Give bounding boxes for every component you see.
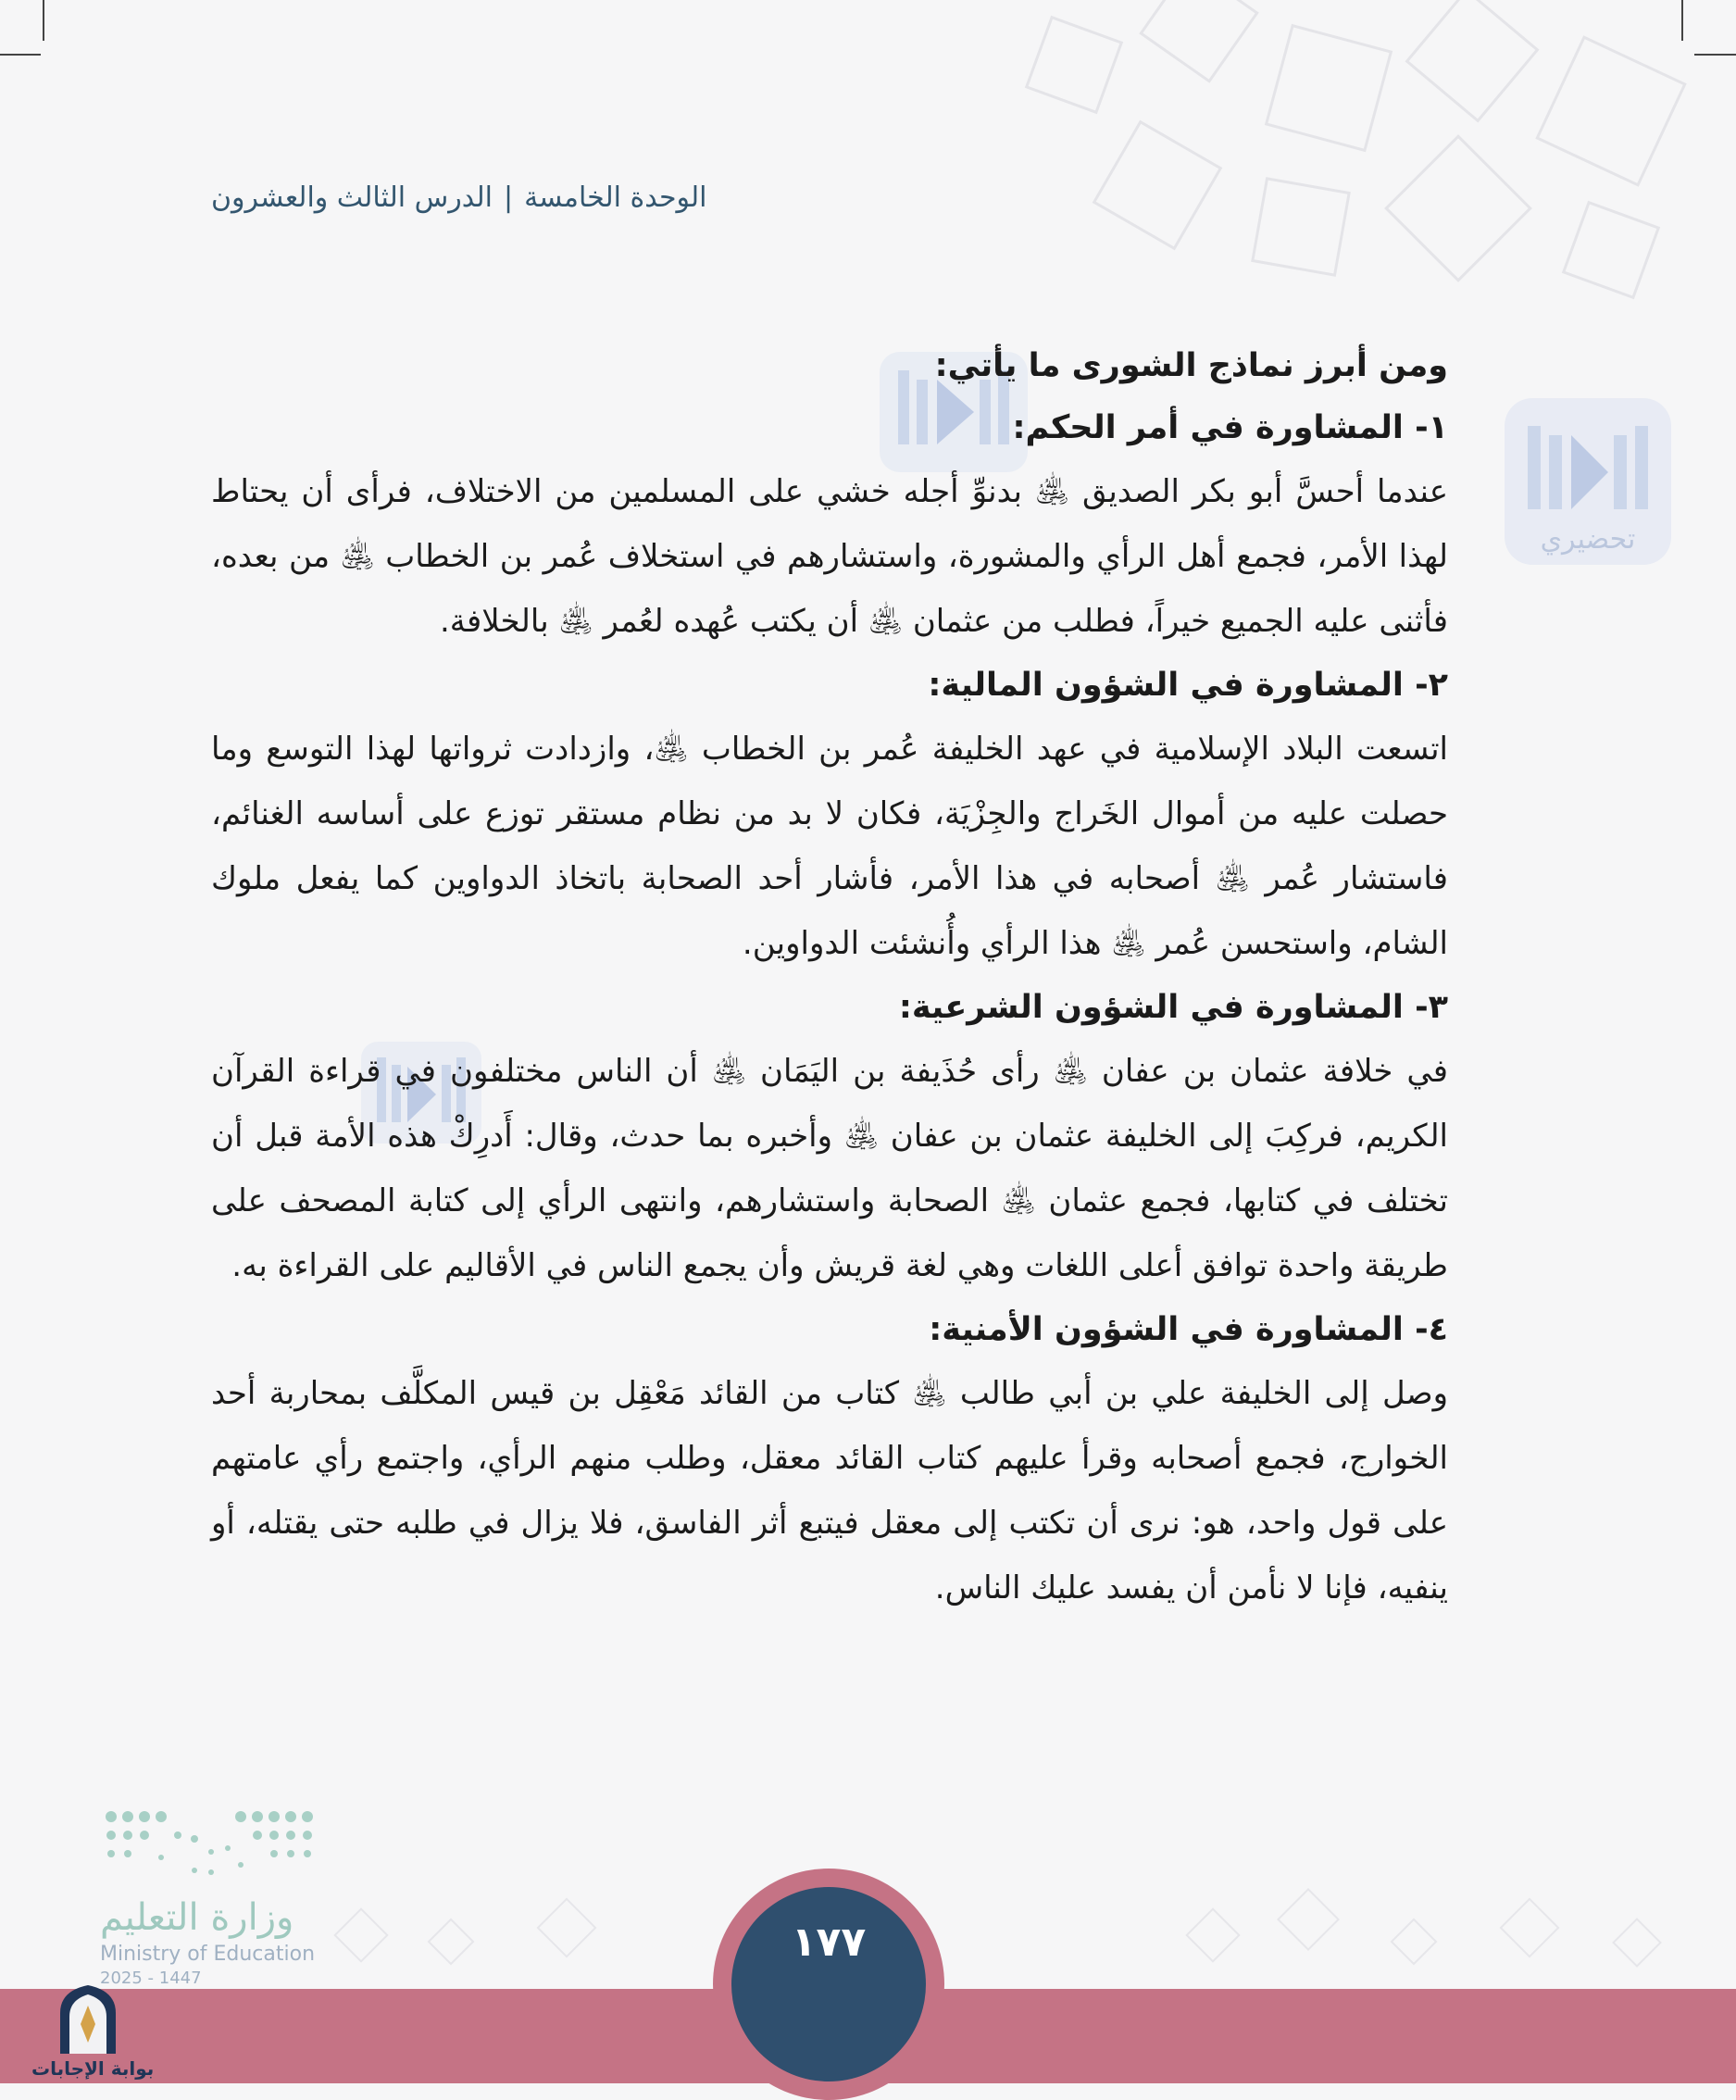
intro-heading: ومن أبرز نماذج الشورى ما يأتي: [934,347,1448,384]
crop-mark [0,54,41,56]
footer-pattern [306,1880,1694,1991]
section-title-governance: ١- المشاورة في أمر الحكم: [1012,409,1448,446]
page-number: ١٧٧ [791,1919,867,1966]
ministry-name-ar: وزارة التعليم [100,1896,294,1939]
section-title-religious: ٣- المشاورة في الشؤون الشرعية: [898,989,1448,1026]
breadcrumb-separator: | [503,181,514,214]
ministry-year: 2025 - 1447 [100,1969,202,1988]
lesson-content [211,335,1448,1620]
section-body-religious: في خلافة عثمان بن عفان ﵁ رأى حُذَيفة بن اليَمَان ﵁ أن الناس مختلفون في قراءة القرآن الكريم، فركِبَ إلى الخليفة عثمان بن عفان ﵁ وأخبره بما حدث، وقال: أَدرِكْ هذه الأمة قبل أن تختلف في كتابها، فجمع عثمان ﵁ الصحابة واستشارهم، وانتهى الرأي إلى كتابة المصحف على طريقة واحدة توافق أعلى اللغات وهي لغة قريش وأن يجمع الناس في الأقاليم على القراءة به. [211,1053,1448,1284]
breadcrumb [211,181,706,214]
unit-title: الوحدة الخامسة [524,181,707,214]
lesson-title: الدرس الثالث والعشرون [211,181,493,214]
section-body-financial: اتسعت البلاد الإسلامية في عهد الخليفة عُمر بن الخطاب ﵁، وازدادت ثرواتها لهذا التوسع وما حصلت عليه من أموال الخَراج والجِزْيَة، فكان لا بد من نظام مستقر توزع على أساسه الغنائم، فاستشار عُمر ﵁ أصحابه في هذا الأمر، فأشار أحد الصحابة باتخاذ الدواوين كما يفعل ملوك الشام، واستحسن عُمر ﵁ هذا الرأي وأُنشئت الدواوين. [211,731,1448,962]
portal-logo-icon [56,1981,120,2056]
ministry-name-en: Ministry of Education [100,1943,316,1966]
ministry-logo-icon [102,1806,315,1889]
portal-label: بوابة الإجابات [31,2057,155,2080]
section-body-governance: عندما أحسَّ أبو بكر الصديق ﵁ بدنوِّ أجله خشي على المسلمين من الاختلاف، فرأى أن يحتاط لهذا الأمر، فجمع أهل الرأي والمشورة، واستشارهم في استخلاف عُمر بن الخطاب ﵁ من بعده، فأثنى عليه الجميع خيراً، فطلب من عثمان ﵁ أن يكتب عُهده لعُمر ﵁ بالخلافة. [211,473,1448,640]
decorative-pattern [1000,0,1736,352]
section-title-financial: ٢- المشاورة في الشؤون المالية: [928,667,1448,704]
watermark-label: تحضيري [1540,523,1636,556]
section-title-security: ٤- المشاورة في الشؤون الأمنية: [929,1311,1448,1348]
page-number-badge [731,1887,926,2081]
watermark-logo [1495,389,1680,574]
section-body-security: وصل إلى الخليفة علي بن أبي طالب ﵁ كتاب من القائد مَعْقِل بن قيس المكلَّف بمحاربة أحد الخوارج، فجمع أصحابه وقرأ عليهم كتاب القائد معقل، وطلب منهم الرأي، واجتمع رأي عامتهم على قول واحد، هو: نرى أن تكتب إلى معقل فيتبع أثر الفاسق، فلا يزال في طلبه حتى يقتله، أو ينفيه، فإنا لا نأمن أن يفسد عليك الناس. [211,1375,1448,1606]
crop-mark [43,0,44,41]
